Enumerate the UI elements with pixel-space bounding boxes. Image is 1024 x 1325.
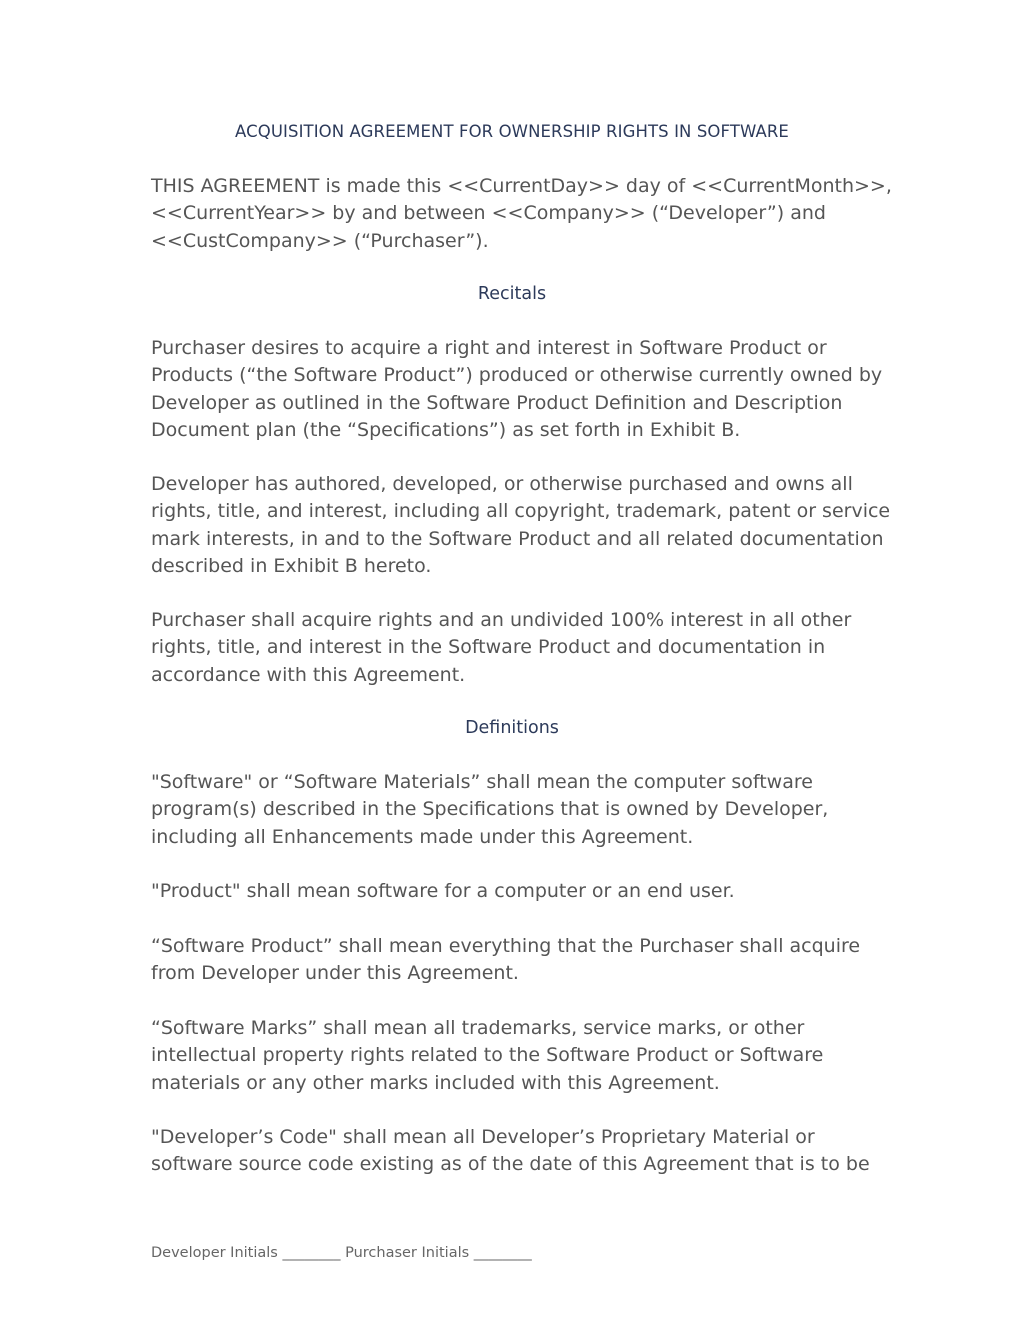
- text-line: program(s) described in the Specifications that is owned by Developer,: [151, 798, 829, 821]
- text-line: "Product" shall mean software for a computer or an end user.: [151, 880, 735, 902]
- text-line: software source code existing as of the date of this Agreement that is to be: [151, 1153, 870, 1176]
- recitals-heading: Recitals: [477, 284, 547, 304]
- definition-paragraph: [151, 769, 881, 851]
- text-line: accordance with this Agreement.: [151, 663, 466, 686]
- definition-paragraph: [151, 1124, 881, 1179]
- definition-paragraph: [151, 878, 881, 905]
- text-line: “Software Product” shall mean everything that the Purchaser shall acquire: [151, 935, 861, 957]
- text-line: Products (“the Software Product”) produced or otherwise currently owned by: [151, 364, 883, 387]
- recital-paragraph: [151, 335, 881, 444]
- initials-footer: Developer Initials ________ Purchaser Initials ________: [151, 1245, 532, 1261]
- document-title: ACQUISITION AGREEMENT FOR OWNERSHIP RIGHTS IN SOFTWARE: [235, 122, 789, 141]
- intro-paragraph: [151, 173, 892, 255]
- text-line: intellectual property rights related to the Software Product or Software: [151, 1044, 824, 1067]
- recital-paragraph: [151, 607, 881, 689]
- definition-paragraph: [151, 1015, 881, 1097]
- text-line: Purchaser desires to acquire a right and interest in Software Product or: [151, 337, 827, 359]
- text-line: mark interests, in and to the Software Product and all related documentation: [151, 527, 884, 550]
- text-line: Document plan (the “Specifications”) as set forth in Exhibit B.: [151, 418, 741, 441]
- text-line: <<CustCompany>> (“Purchaser”).: [151, 229, 489, 252]
- text-line: THIS AGREEMENT is made this <<CurrentDay>> day of <<CurrentMonth>>,: [151, 175, 892, 197]
- text-line: rights, title, and interest, including all copyright, trademark, patent or service: [151, 500, 891, 523]
- text-line: Developer has authored, developed, or otherwise purchased and owns all: [151, 473, 853, 495]
- text-line: <<CurrentYear>> by and between <<Company>> (“Developer”) and: [151, 202, 826, 225]
- text-line: rights, title, and interest in the Software Product and documentation in: [151, 636, 826, 659]
- text-line: “Software Marks” shall mean all trademarks, service marks, or other: [151, 1017, 805, 1039]
- definition-paragraph: [151, 933, 881, 988]
- text-line: Developer as outlined in the Software Product Definition and Description: [151, 391, 843, 414]
- recital-paragraph: [151, 471, 891, 580]
- text-line: "Developer’s Code" shall mean all Developer’s Proprietary Material or: [151, 1126, 815, 1148]
- text-line: Purchaser shall acquire rights and an undivided 100% interest in all other: [151, 609, 852, 631]
- text-line: "Software" or “Software Materials” shall mean the computer software: [151, 771, 813, 793]
- text-line: from Developer under this Agreement.: [151, 962, 519, 985]
- definitions-heading: Definitions: [465, 718, 559, 738]
- text-line: described in Exhibit B hereto.: [151, 554, 432, 577]
- text-line: including all Enhancements made under this Agreement.: [151, 825, 694, 848]
- text-line: materials or any other marks included with this Agreement.: [151, 1071, 720, 1094]
